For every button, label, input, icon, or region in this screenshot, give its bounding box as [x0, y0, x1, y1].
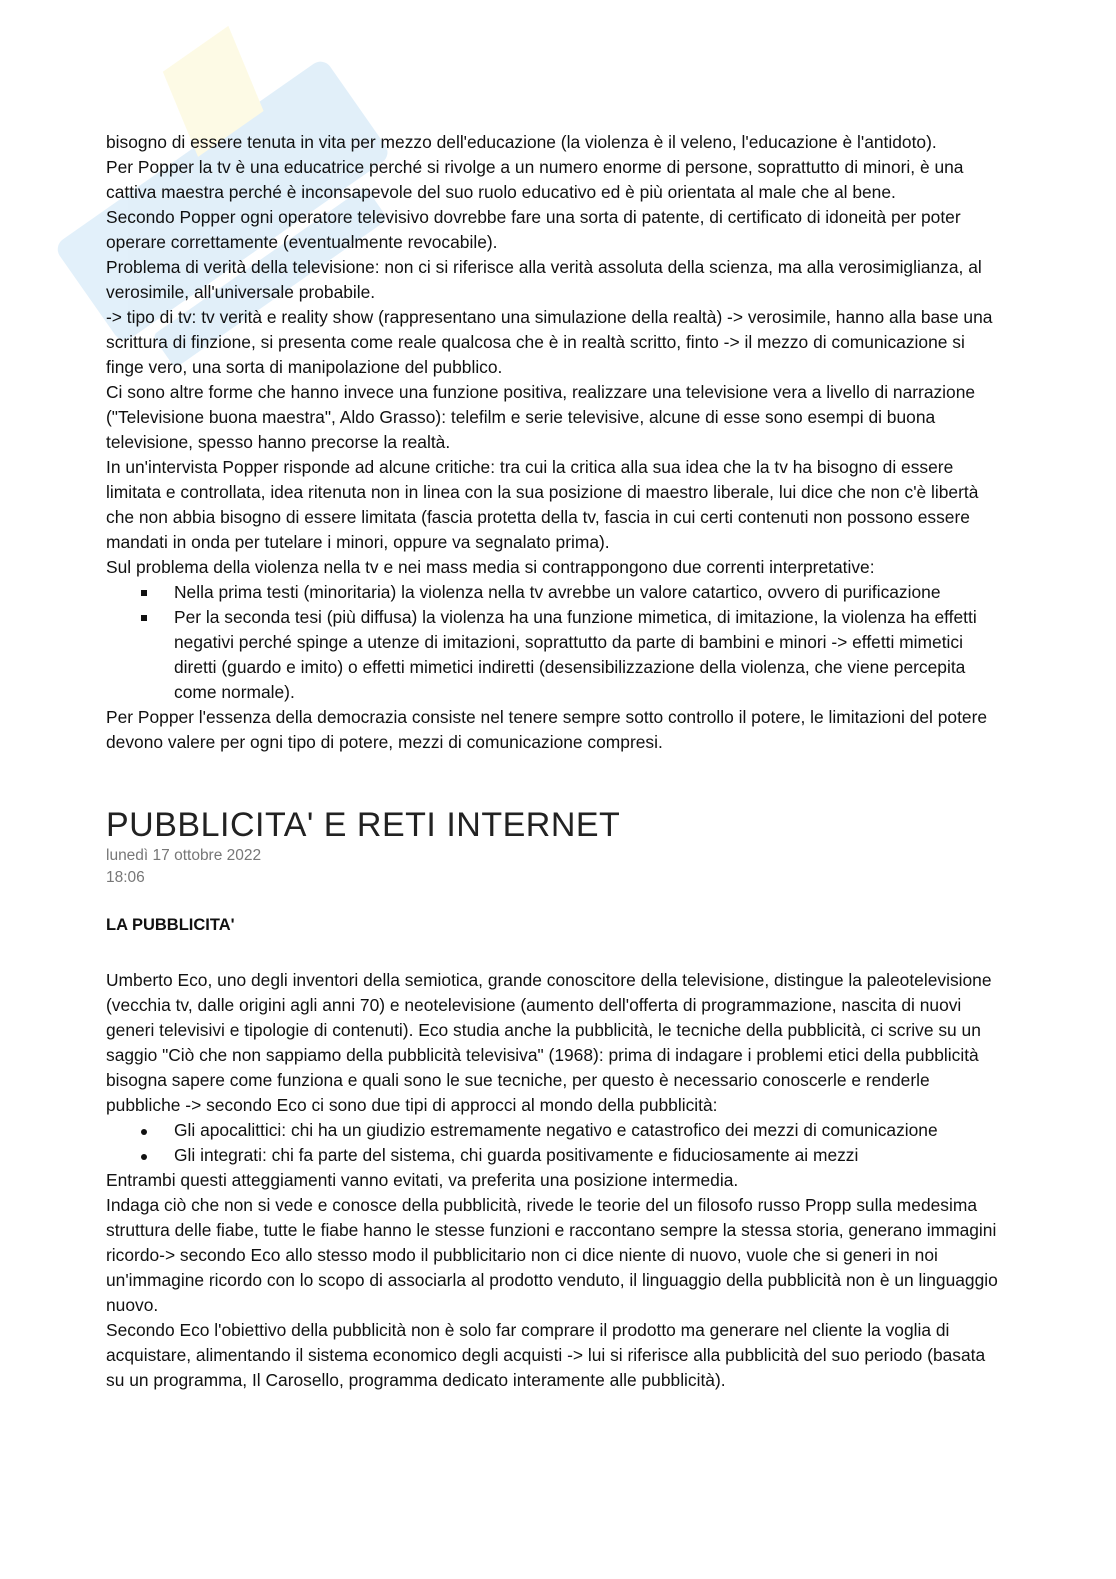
paragraph: Sul problema della violenza nella tv e nei mass media si contrappongono due correnti interpretative: [106, 557, 875, 577]
paragraph: Indaga ciò che non si vede e conosce della pubblicità, rivede le teorie del un filosofo russo Propp sulla medesima struttura delle fiabe, tutte le fiabe hanno le stesse funzioni e raccontano sempre la stessa storia, generano immagini ricordo-> secondo Eco allo stesso modo il pubblicitario non ci dice niente di nuovo, vuole che si generi in noi un'immagine ricordo con lo scopo di associarla al prodotto venduto, il linguaggio della pubblicità non è un linguaggio nuovo. [106, 1195, 998, 1315]
paragraph: Umberto Eco, uno degli inventori della semiotica, grande conoscitore della televisione, distingue la paleotelevisione (vecchia tv, dalle origini agli anni 70) e neotelevisione (aumento dell'offerta di programmazione, nascita di nuovi generi televisivi e tipologie di contenuti). Eco studia anche la pubblicità, le tecniche della pubblicità, ci scrive su un saggio "Ciò che non sappiamo della pubblicità televisiva" (1968): prima di indagare i problemi etici della pubblicità bisogna sapere come funziona e quali sono le sue tecniche, per questo è necessario conoscerle e renderle pubbliche -> secondo Eco ci sono due tipi di approcci al mondo della pubblicità: [106, 970, 992, 1115]
section-subheading: LA PUBBLICITA' [106, 916, 235, 934]
page-title: PUBBLICITA' E RETI INTERNET [106, 806, 621, 844]
paragraph: -> tipo di tv: tv verità e reality show (rappresentano una simulazione della realtà) -> verosimile, hanno alla base una scrittura di finzione, si presenta come reale qualcosa che è in realtà scritto, finto -> il mezzo di comunicazione si finge vero, una sorta di manipolazione del pubblico. [106, 307, 993, 377]
approaches-list [106, 1118, 1006, 1168]
note-date: lunedì 17 ottobre 2022 [106, 847, 262, 864]
list-item: Gli integrati: chi fa parte del sistema, chi guarda positivamente e fiduciosamente ai mezzi [106, 1143, 1006, 1168]
paragraph: Secondo Eco l'obiettivo della pubblicità non è solo far comprare il prodotto ma generare nel cliente la voglia di acquistare, alimentando il sistema economico degli acquisti -> lui si riferisce alla pubblicità del suo periodo (basata su un programma, Il Carosello, programma dedicato interamente alle pubblicità). [106, 1320, 986, 1390]
paragraph: Per Popper l'essenza della democrazia consiste nel tenere sempre sotto controllo il potere, le limitazioni del potere devono valere per ogni tipo di potere, mezzi di comunicazione compresi. [106, 707, 988, 752]
paragraph: bisogno di essere tenuta in vita per mezzo dell'educazione (la violenza è il veleno, l'educazione è l'antidoto). [106, 132, 937, 152]
list-item: Per la seconda tesi (più diffusa) la violenza ha una funzione mimetica, di imitazione, la violenza ha effetti negativi perché spinge a utenze di imitazioni, soprattutto da parte di bambini e minori -> effetti mimetici diretti (guardo e imito) o effetti mimetici indiretti (desensibilizzazione della violenza, che viene percepita come normale). [106, 605, 1006, 705]
violence-theses-list [106, 580, 1006, 705]
paragraph: Entrambi questi atteggiamenti vanno evitati, va preferita una posizione intermedia. [106, 1170, 739, 1190]
paragraph: Secondo Popper ogni operatore televisivo dovrebbe fare una sorta di patente, di certificato di idoneità per poter operare correttamente (eventualmente revocabile). [106, 207, 961, 252]
paragraph: Ci sono altre forme che hanno invece una funzione positiva, realizzare una televisione vera a livello di narrazione ("Televisione buona maestra", Aldo Grasso): telefilm e serie televisive, alcune di esse sono esempi di buona televisione, spesso hanno precorse la realtà. [106, 382, 976, 452]
paragraph: In un'intervista Popper risponde ad alcune critiche: tra cui la critica alla sua idea che la tv ha bisogno di essere limitata e controllata, idea ritenuta non in linea con la sua posizione di maestro liberale, lui dice che non c'è libertà che non abbia bisogno di essere limitata (fascia protetta della tv, fascia in cui certi contenuti non possono essere mandati in onda per tutelare i minori, oppure va segnalato prima). [106, 457, 979, 552]
paragraph: Per Popper la tv è una educatrice perché si rivolge a un numero enorme di persone, soprattutto di minori, è una cattiva maestra perché è inconsapevole del suo ruolo educativo ed è più orientata al male che al bene. [106, 157, 964, 202]
document-content [106, 130, 1006, 1393]
list-item: Nella prima testi (minoritaria) la violenza nella tv avrebbe un valore catartico, ovvero di purificazione [106, 580, 1006, 605]
paragraph: Problema di verità della televisione: non ci si riferisce alla verità assoluta della scienza, ma alla verosimiglianza, al verosimile, all'universale probabile. [106, 257, 982, 302]
list-item: Gli apocalittici: chi ha un giudizio estremamente negativo e catastrofico dei mezzi di comunicazione [106, 1118, 1006, 1143]
note-time: 18:06 [106, 869, 145, 886]
